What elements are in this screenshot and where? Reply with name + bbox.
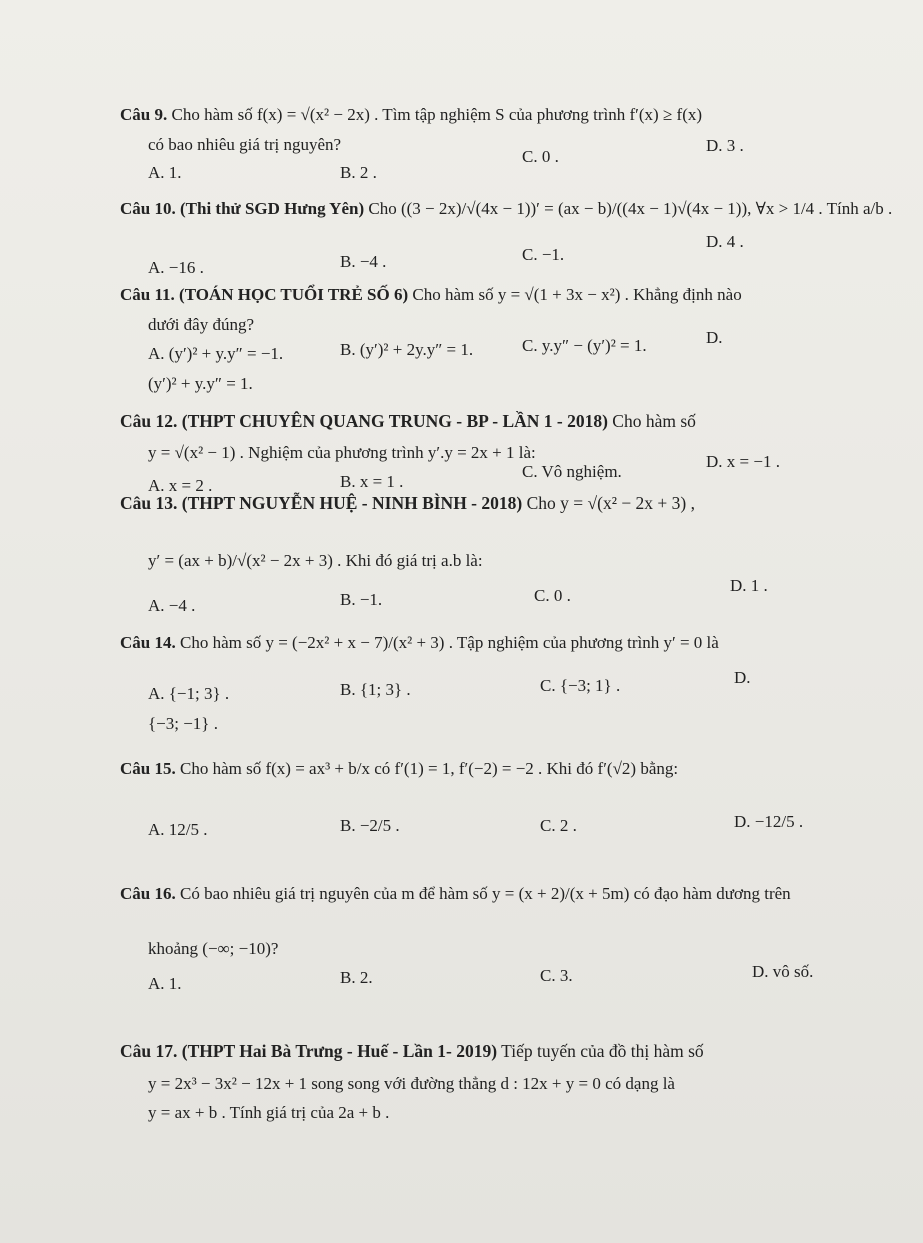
option-d: D. bbox=[734, 668, 751, 687]
question-11 bbox=[120, 286, 742, 305]
question-15 bbox=[120, 760, 678, 779]
option-b: B. −2/5 . bbox=[340, 816, 400, 835]
question-number: Câu 12. bbox=[120, 411, 178, 431]
question-12 bbox=[120, 412, 696, 431]
question-source: (TOÁN HỌC TUỔI TRẺ SỐ 6) bbox=[179, 285, 409, 304]
option-d: D. −12/5 . bbox=[734, 812, 804, 831]
question-text-line3: y = ax + b . Tính giá trị của 2a + b . bbox=[148, 1103, 390, 1122]
question-number: Câu 16. bbox=[120, 884, 176, 903]
question-text: Cho hàm số f(x) = ax³ + b/x có f′(1) = 1, f′(−2) = −2 . Khi đó f′(√2) bằng: bbox=[179, 759, 679, 778]
option-b: B. {1; 3} . bbox=[340, 680, 411, 699]
question-text-line2: dưới đây đúng? bbox=[148, 315, 255, 334]
option-a: A. (y′)² + y.y″ = −1. bbox=[148, 344, 284, 363]
question-text: Cho hàm số y = (−2x² + x − 7)/(x² + 3) . Tập nghiệm của phương trình y′ = 0 là bbox=[179, 633, 719, 652]
option-a: A. −4 . bbox=[148, 596, 196, 615]
option-c: C. y.y″ − (y′)² = 1. bbox=[522, 336, 647, 355]
question-source: (THPT CHUYÊN QUANG TRUNG - BP - LẦN 1 - 2018) bbox=[181, 411, 608, 431]
question-text-line2: y′ = (ax + b)/√(x² − 2x + 3) . Khi đó giá trị a.b là: bbox=[148, 551, 483, 570]
option-b: B. 2. bbox=[340, 968, 373, 987]
option-d-value: (y′)² + y.y″ = 1. bbox=[148, 374, 253, 393]
question-9 bbox=[120, 106, 702, 125]
question-text-line2: y = √(x² − 1) . Nghiệm của phương trình y′.y = 2x + 1 là: bbox=[148, 443, 536, 462]
question-number: Câu 10. bbox=[120, 199, 176, 218]
option-b: B. 2 . bbox=[340, 163, 377, 182]
question-source: (THPT NGUYỄN HUỆ - NINH BÌNH - 2018) bbox=[181, 493, 523, 513]
question-source: (Thi thử SGD Hưng Yên) bbox=[179, 199, 365, 218]
question-number: Câu 15. bbox=[120, 759, 176, 778]
option-d: D. 4 . bbox=[706, 232, 744, 251]
question-text: Có bao nhiêu giá trị nguyên của m để hàm số y = (x + 2)/(x + 5m) có đạo hàm dương trên bbox=[179, 884, 791, 903]
option-c: C. −1. bbox=[522, 245, 565, 264]
question-17 bbox=[120, 1042, 704, 1061]
option-a: A. x = 2 . bbox=[148, 476, 213, 495]
question-source: (THPT Hai Bà Trưng - Huế - Lần 1- 2019) bbox=[181, 1041, 498, 1061]
question-text: Cho ((3 − 2x)/√(4x − 1))′ = (ax − b)/((4x − 1)√(4x − 1)), ∀x > 1/4 . Tính a/b . bbox=[368, 199, 893, 218]
option-d: D. vô số. bbox=[752, 962, 814, 981]
option-a: A. 1. bbox=[148, 974, 182, 993]
option-c: C. {−3; 1} . bbox=[540, 676, 621, 695]
option-c: C. 2 . bbox=[540, 816, 577, 835]
question-text: Cho y = √(x² − 2x + 3) , bbox=[526, 493, 696, 513]
option-c: C. Vô nghiệm. bbox=[522, 462, 622, 481]
question-number: Câu 9. bbox=[120, 105, 168, 124]
option-c: C. 0 . bbox=[522, 147, 559, 166]
option-d: D. x = −1 . bbox=[706, 452, 780, 471]
question-text: Cho hàm số y = √(1 + 3x − x²) . Khẳng định nào bbox=[412, 285, 742, 304]
option-d: D. 1 . bbox=[730, 576, 768, 595]
question-number: Câu 17. bbox=[120, 1041, 178, 1061]
question-number: Câu 13. bbox=[120, 493, 178, 513]
question-text: Cho hàm số bbox=[612, 411, 696, 431]
question-13 bbox=[120, 494, 695, 513]
question-number: Câu 11. bbox=[120, 285, 175, 304]
option-b: B. x = 1 . bbox=[340, 472, 404, 491]
option-b: B. −4 . bbox=[340, 252, 387, 271]
option-d: D. 3 . bbox=[706, 136, 744, 155]
question-text: Cho hàm số f(x) = √(x² − 2x) . Tìm tập nghiệm S của phương trình f′(x) ≥ f(x) bbox=[171, 105, 703, 124]
option-a: A. 12/5 . bbox=[148, 820, 208, 839]
question-16 bbox=[120, 885, 791, 904]
option-d: D. bbox=[706, 328, 723, 347]
question-text: Tiếp tuyến của đồ thị hàm số bbox=[501, 1041, 704, 1061]
question-text-line2: khoảng (−∞; −10)? bbox=[148, 939, 279, 958]
question-10 bbox=[120, 200, 892, 219]
question-number: Câu 14. bbox=[120, 633, 176, 652]
question-text-line2: y = 2x³ − 3x² − 12x + 1 song song với đường thẳng d : 12x + y = 0 có dạng là bbox=[148, 1074, 675, 1093]
option-a: A. {−1; 3} . bbox=[148, 684, 230, 703]
option-c: C. 3. bbox=[540, 966, 573, 985]
option-a: A. 1. bbox=[148, 163, 182, 182]
option-b: B. −1. bbox=[340, 590, 383, 609]
question-text-line2: có bao nhiêu giá trị nguyên? bbox=[148, 135, 342, 154]
option-c: C. 0 . bbox=[534, 586, 571, 605]
option-d-value: {−3; −1} . bbox=[148, 714, 218, 733]
option-a: A. −16 . bbox=[148, 258, 204, 277]
question-14 bbox=[120, 634, 719, 653]
option-b: B. (y′)² + 2y.y″ = 1. bbox=[340, 340, 474, 359]
